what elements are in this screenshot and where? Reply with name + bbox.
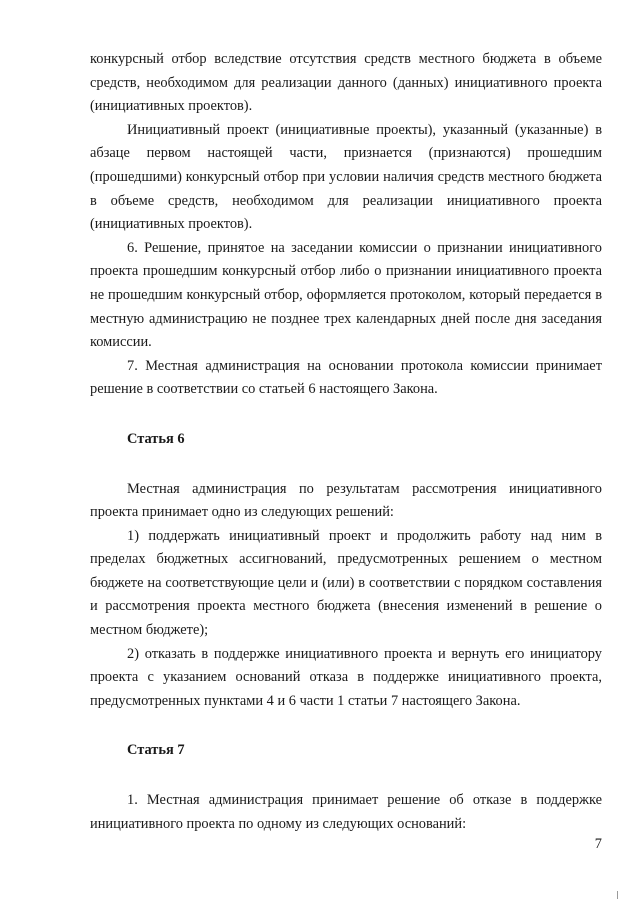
paragraph-initiative-project: Инициативный проект (инициативные проекты), указанный (указанные) в абзаце первом настоящей части, признается (признаются) прошедшим (прошедшими) конкурсный отбор при условии наличия средств местного бюджета в объеме средств, необходимом для реализации инициативного проекта (инициативных проектов). (90, 121, 602, 233)
article-7-item-1: 1. Местная администрация принимает решение об отказе в поддержке инициативного проекта по одному из следующих оснований: (90, 792, 602, 832)
document-body (90, 48, 602, 836)
paragraph-item-6: 6. Решение, принятое на заседании комиссии о признании инициативного проекта прошедшим конкурсный отбор либо о признании инициативного проекта не прошедшим конкурсный отбор, оформляется протоколом, который передается в местную администрацию не позднее трех календарных дней после дня заседания комиссии. (90, 239, 602, 351)
paragraph-continuation: конкурсный отбор вследствие отсутствия средств местного бюджета в объеме средств, необходимом для реализации данного (данных) инициативного проекта (инициативных проектов). (90, 51, 602, 115)
scan-edge-mark (617, 891, 618, 899)
article-6-heading: Статья 6 (127, 430, 185, 447)
article-6-intro: Местная администрация по результатам рассмотрения инициативного проекта принимает одно из следующих решений: (90, 480, 602, 521)
article-6-option-1: 1) поддержать инициативный проект и продолжить работу над ним в пределах бюджетных ассигнований, предусмотренных решением о местном бюджете на соответствующие цели и (или) в соответствии с порядком составления и рассмотрения проекта местного бюджета (внесения изменений в решение о местном бюджете); (90, 527, 602, 639)
paragraph-item-7: 7. Местная администрация на основании протокола комиссии принимает решение в соответствии со статьей 6 настоящего Закона. (90, 357, 602, 398)
article-7-heading: Статья 7 (127, 742, 185, 759)
page-number: 7 (594, 836, 602, 852)
article-6-option-2: 2) отказать в поддержке инициативного проекта и вернуть его инициатору проекта с указанием оснований отказа в поддержке инициативного проекта, предусмотренных пунктами 4 и 6 части 1 статьи 7 настоящего Закона. (90, 645, 602, 709)
